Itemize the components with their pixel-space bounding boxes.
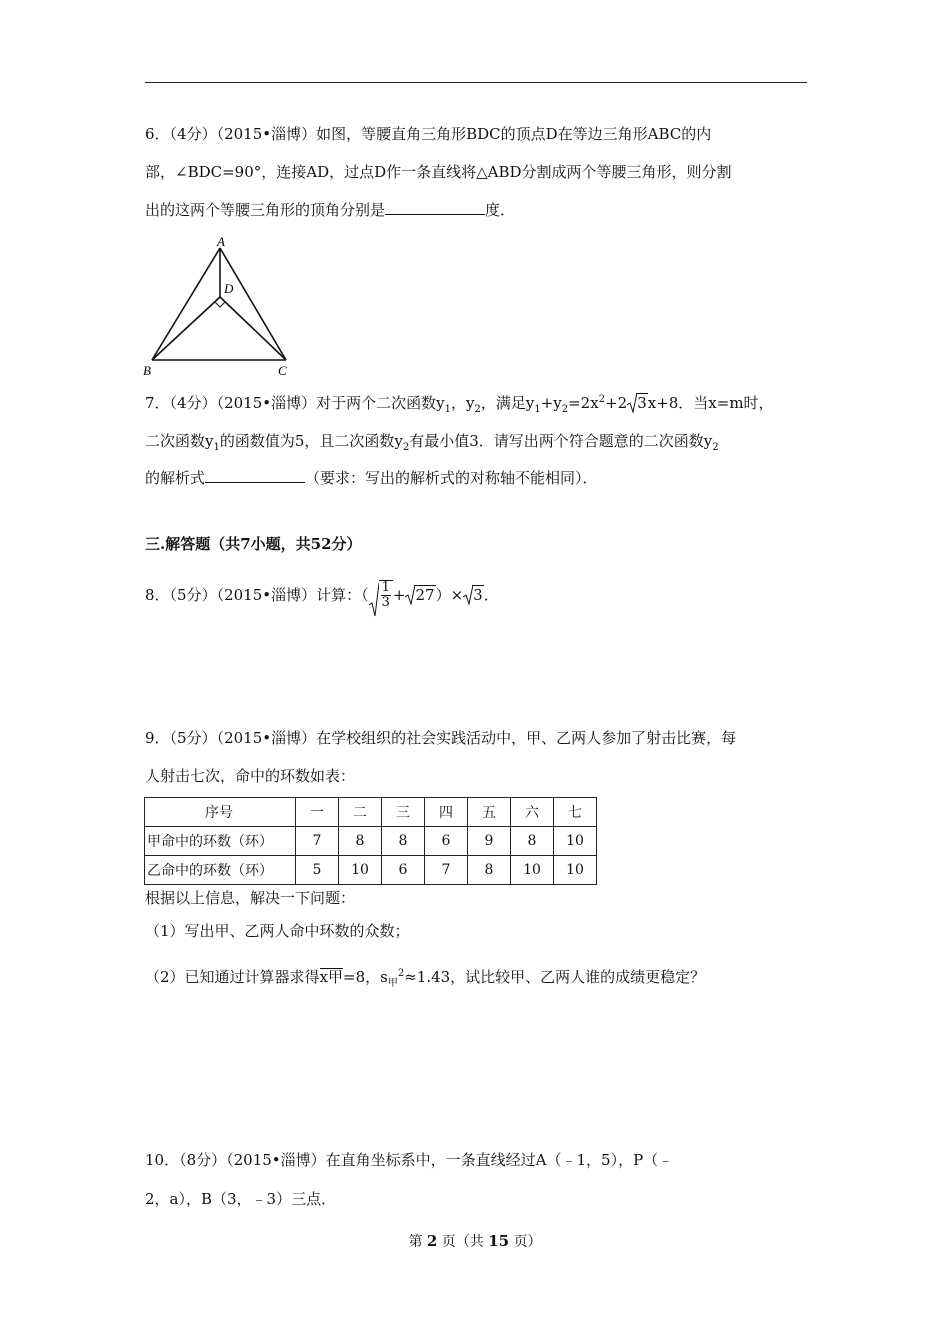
table-header-row: 序号 一 二 三 四 五 六 七 xyxy=(145,798,597,827)
label-a: A xyxy=(217,234,225,249)
sqrt-frac xyxy=(369,580,393,611)
q9-sub-1: （1）写出甲、乙两人命中环数的众数； xyxy=(145,922,410,940)
q6-triangle-figure xyxy=(140,232,300,380)
edge-bd xyxy=(152,297,220,360)
edge-ab xyxy=(152,248,220,360)
q10-line-2: 2，a），B（3，﹣3）三点． xyxy=(145,1190,337,1208)
q7-line-2: 二次函数$y_1$的函数值为5，且二次函数$y_2$有最小值3．请写出两个符合题意的二次函数$y_2$ xyxy=(145,432,719,453)
q6-line-3: 出的这两个等腰三角形的顶角分别是 度． xyxy=(145,201,516,219)
sqrt-27: 27 xyxy=(405,588,435,603)
fraction-1-3: $\frac{1}{3}$ xyxy=(381,580,390,611)
q7-line-1: 7．（4分）（2015•淄博）对于两个二次函数$y_1$，$y_2$，满足$y_1+y_2=2x^2+2$ 3x+8．当x=m时， xyxy=(145,394,774,415)
q7-line-3: 的解析式 （要求：写出的解析式的对称轴不能相同）． xyxy=(145,469,598,487)
label-b: B xyxy=(143,363,151,378)
page-footer: 第 2 页（共 15 页） xyxy=(408,1232,542,1250)
q9-line-2: 人射击七次，命中的环数如表： xyxy=(145,767,356,785)
q10-line-1: 10．（8分）（2015•淄博）在直角坐标系中，一条直线经过A（﹣1，5），P（﹣ xyxy=(145,1151,674,1169)
label-c: C xyxy=(278,363,287,378)
score-table xyxy=(144,797,597,885)
sqrt-3: 3 xyxy=(627,396,648,411)
right-angle-mark xyxy=(215,302,225,307)
edge-ac xyxy=(220,248,286,360)
section-3-title: 三.解答题（共7小题，共52分） xyxy=(145,535,362,553)
q6-line-1: 6．（4分）（2015•淄博）如图，等腰直角三角形BDC的顶点D在等边三角形ABC的内 xyxy=(145,125,712,143)
q9-sub-2: （2）已知通过计算器求得x甲=8，$s_甲^2\approx 1.43$，试比较甲、乙两人谁的成绩更稳定？ xyxy=(145,968,706,989)
q6-answer-blank[interactable] xyxy=(385,213,485,215)
header-rule xyxy=(145,82,807,83)
q6-line-2: 部，∠BDC=90°，连接AD，过点D作一条直线将△ABD分割成两个等腰三角形，则分割 xyxy=(145,163,732,181)
x-bar-jia: x甲 xyxy=(319,968,344,986)
q9-line-1: 9．（5分）（2015•淄博）在学校组织的社会实践活动中，甲、乙两人参加了射击比赛，每 xyxy=(145,729,737,747)
label-d: D xyxy=(224,281,234,296)
edge-cd xyxy=(220,297,286,360)
sqrt-3b: 3 xyxy=(463,588,484,603)
table-row-jia: 甲命中的环数（环） 7 8 8 6 9 8 10 xyxy=(145,827,597,856)
q8-line: 8．（5分）（2015•淄博）计算：（ $\frac{1}{3}$ + 27）× 3． xyxy=(145,580,499,611)
q7-answer-blank[interactable] xyxy=(205,481,305,483)
q9-after-table: 根据以上信息，解决一下问题： xyxy=(145,889,356,907)
table-row-yi: 乙命中的环数（环） 5 10 6 7 8 10 10 xyxy=(145,856,597,885)
